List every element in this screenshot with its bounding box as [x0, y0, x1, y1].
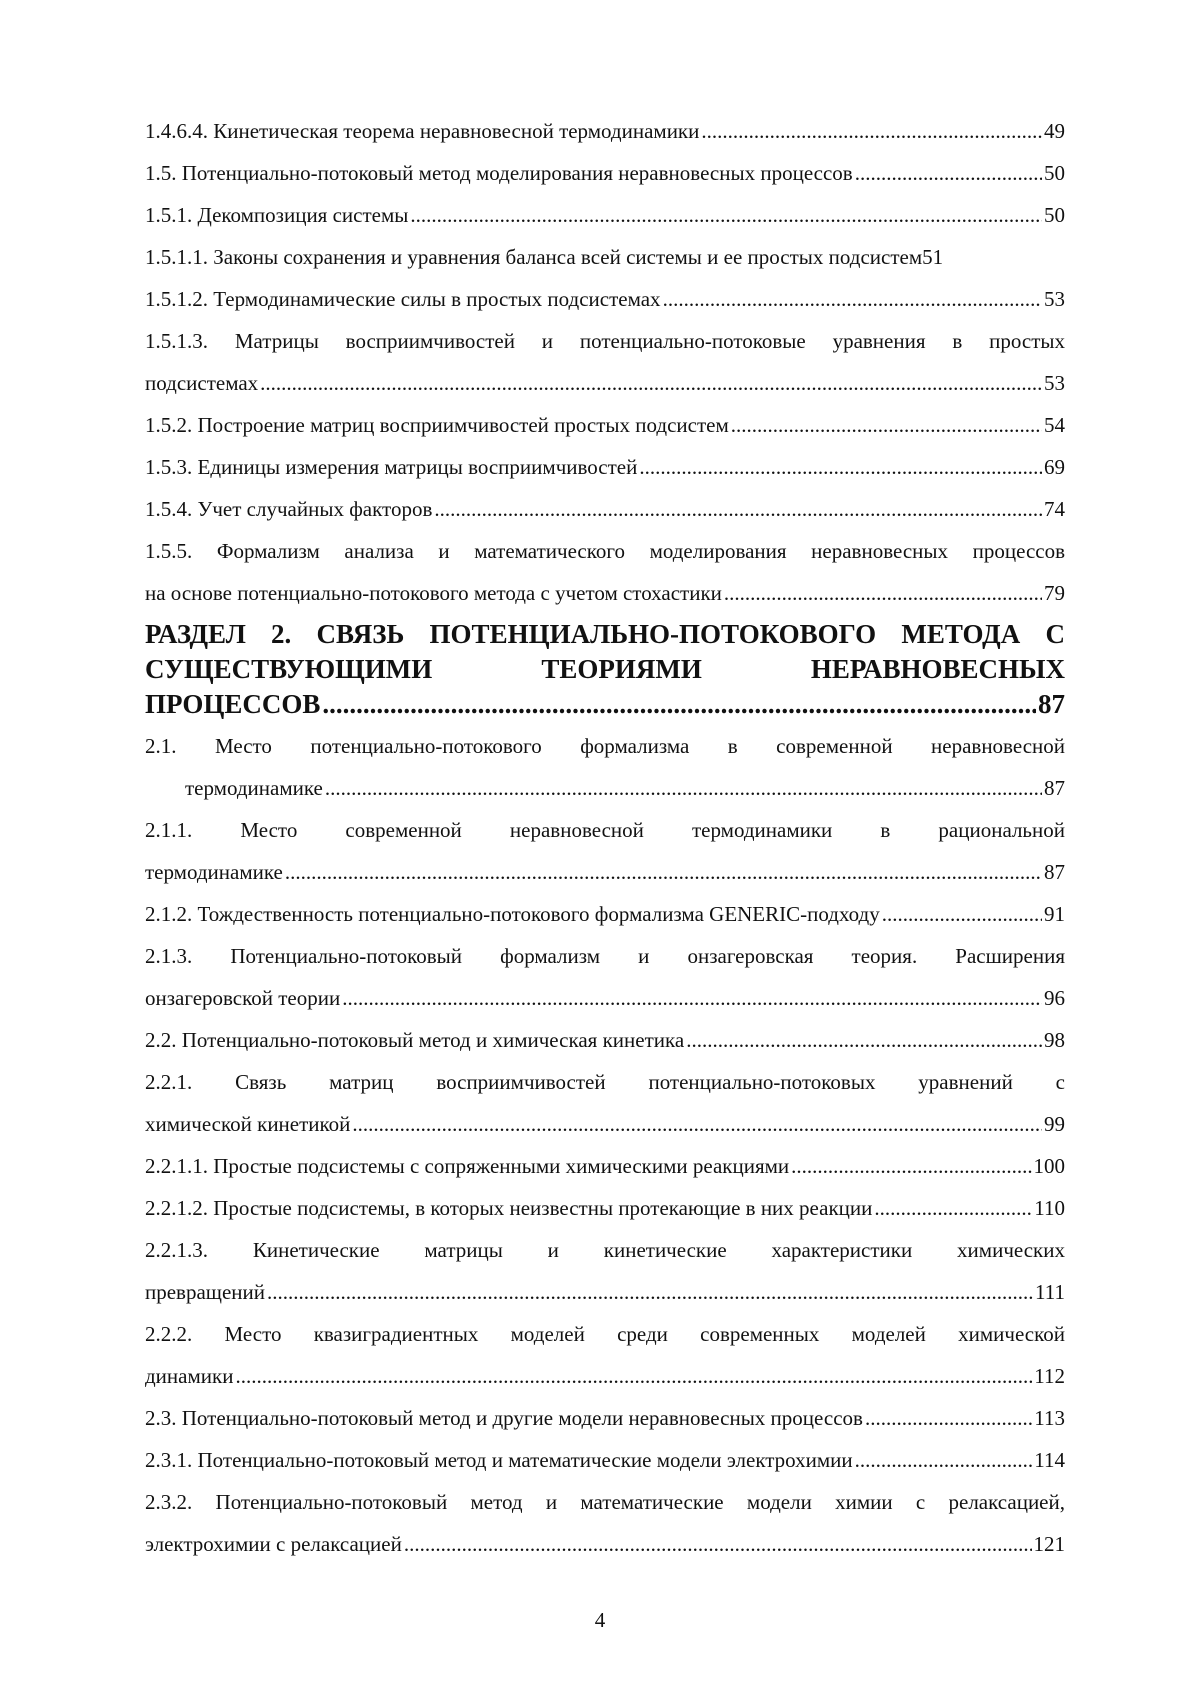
dot-leader	[724, 572, 1042, 614]
toc-page-number: 96	[1044, 986, 1065, 1010]
toc-entry[interactable]	[145, 1439, 1065, 1481]
toc-entry-title-line: 2.1.1. Место современной неравновесной термодинамики в рациональной	[145, 818, 1065, 842]
toc-entry-title-line: 2.1. Место потенциально-потокового формализма в современной неравновесной	[145, 734, 1065, 758]
dot-leader	[663, 278, 1042, 320]
toc-entry-title-line: 2.3.2. Потенциально-потоковый метод и математические модели химии с релаксацией,	[145, 1490, 1065, 1514]
toc-entry-title: химической кинетикой	[145, 1112, 351, 1136]
dot-leader	[882, 893, 1042, 935]
toc-entry[interactable]	[145, 1145, 1065, 1187]
dot-leader	[325, 767, 1042, 809]
toc-entry-title: 2.3.1. Потенциально-потоковый метод и математические модели электрохимии	[145, 1448, 853, 1472]
toc-entry[interactable]	[145, 446, 1065, 488]
toc-entry-title: 1.5.1.1. Законы сохранения и уравнения баланса всей системы и ее простых подсистем	[145, 245, 923, 269]
toc-entry-title: динамики	[145, 1364, 234, 1388]
toc-entry[interactable]	[145, 1481, 1065, 1565]
dot-leader	[855, 152, 1042, 194]
toc-page-number: 111	[1035, 1280, 1065, 1304]
dot-leader	[434, 488, 1042, 530]
toc-entry-title: 1.5.3. Единицы измерения матрицы восприимчивостей	[145, 455, 638, 479]
toc-entry[interactable]	[145, 530, 1065, 614]
toc-entry-title: 2.2.1.2. Простые подсистемы, в которых неизвестны протекающие в них реакции	[145, 1196, 873, 1220]
toc-page-number: 91	[1044, 902, 1065, 926]
toc-page-number: 87	[1044, 776, 1065, 800]
dot-leader	[322, 687, 1036, 722]
toc-entry-title-line: 2.2.1. Связь матриц восприимчивостей потенциально-потоковых уравнений с	[145, 1070, 1065, 1094]
dot-leader	[865, 1397, 1032, 1439]
dot-leader	[235, 1355, 1032, 1397]
dot-leader	[404, 1523, 1032, 1565]
toc-entry[interactable]	[145, 194, 1065, 236]
toc-entry-title: 1.5.4. Учет случайных факторов	[145, 497, 433, 521]
toc-entry[interactable]	[145, 152, 1065, 194]
toc-entry-title: 1.5.1. Декомпозиция системы	[145, 203, 409, 227]
toc-entry-title: ПРОЦЕССОВ	[145, 689, 321, 719]
toc-entry-title: на основе потенциально-потокового метода с учетом стохастики	[145, 581, 722, 605]
dot-leader	[791, 1145, 1031, 1187]
toc-entry-title: термодинамике	[145, 860, 283, 884]
toc-entry-title: электрохимии с релаксацией	[145, 1532, 402, 1556]
toc-entry-title: 1.5.2. Построение матриц восприимчивостей простых подсистем	[145, 413, 729, 437]
toc-page-number: 79	[1044, 581, 1065, 605]
dot-leader	[260, 362, 1042, 404]
toc-entry-title-line: СУЩЕСТВУЮЩИМИ ТЕОРИЯМИ НЕРАВНОВЕСНЫХ	[145, 654, 1065, 684]
toc-page-number: 49	[1044, 119, 1065, 143]
toc-section-heading[interactable]	[145, 617, 1065, 722]
toc-entry[interactable]	[145, 893, 1065, 935]
toc-entry-title: 1.5.1.2. Термодинамические силы в простых подсистемах	[145, 287, 661, 311]
toc-entry-title: онзагеровской теории	[145, 986, 341, 1010]
dot-leader	[285, 851, 1042, 893]
toc-entry[interactable]	[145, 1313, 1065, 1397]
dot-leader	[342, 977, 1042, 1019]
toc-page-number: 53	[1044, 287, 1065, 311]
dot-leader	[267, 1271, 1033, 1313]
dot-leader	[410, 194, 1042, 236]
toc-entry-title: 2.1.2. Тождественность потенциально-потокового формализма GENERIC-подходу	[145, 902, 880, 926]
toc-entry[interactable]	[145, 320, 1065, 404]
page-number: 4	[594, 1608, 606, 1632]
toc-entry[interactable]	[145, 1229, 1065, 1313]
toc-entry-title-line: РАЗДЕЛ 2. СВЯЗЬ ПОТЕНЦИАЛЬНО-ПОТОКОВОГО МЕТОДА С	[145, 619, 1065, 649]
toc-page-number: 100	[1033, 1154, 1065, 1178]
toc-entry-title-line: 1.5.1.3. Матрицы восприимчивостей и потенциально-потоковые уравнения в простых	[145, 329, 1065, 353]
toc-entry-title-line: 2.2.1.3. Кинетические матрицы и кинетические характеристики химических	[145, 1238, 1065, 1262]
toc-entry-title: 2.2.1.1. Простые подсистемы с сопряженными химическими реакциями	[145, 1154, 790, 1178]
dot-leader	[352, 1103, 1042, 1145]
toc-entry-title: 2.2. Потенциально-потоковый метод и химическая кинетика	[145, 1028, 685, 1052]
toc-page-number: 69	[1044, 455, 1065, 479]
toc-page-number: 87	[1044, 860, 1065, 884]
toc-page-number: 87	[1038, 689, 1065, 719]
toc-entry[interactable]	[145, 278, 1065, 320]
toc-entry[interactable]	[145, 1397, 1065, 1439]
dot-leader	[686, 1019, 1042, 1061]
toc-page-number: 114	[1034, 1448, 1065, 1472]
toc-entry-title-line: 2.2.2. Место квазиградиентных моделей среди современных моделей химической	[145, 1322, 1065, 1346]
toc-entry[interactable]	[145, 488, 1065, 530]
toc-page-number: 50	[1044, 161, 1065, 185]
dot-leader	[855, 1439, 1033, 1481]
toc-entry[interactable]	[145, 1187, 1065, 1229]
toc-entry-title: 2.3. Потенциально-потоковый метод и другие модели неравновесных процессов	[145, 1406, 863, 1430]
toc-page-number: 121	[1033, 1532, 1065, 1556]
toc-entry[interactable]	[145, 404, 1065, 446]
toc-entry-title-line: 2.1.3. Потенциально-потоковый формализм и онзагеровская теория. Расширения	[145, 944, 1065, 968]
toc-entry[interactable]	[145, 236, 1065, 278]
toc-page-number: 112	[1034, 1364, 1065, 1388]
toc-entry[interactable]	[145, 1019, 1065, 1061]
toc-entry-title-line: 1.5.5. Формализм анализа и математического моделирования неравновесных процессов	[145, 539, 1065, 563]
dot-leader	[731, 404, 1042, 446]
toc-page-number: 51	[922, 245, 944, 269]
toc-entry[interactable]	[145, 809, 1065, 893]
dot-leader	[639, 446, 1042, 488]
toc-entry-title: превращений	[145, 1280, 266, 1304]
toc-page-number: 54	[1044, 413, 1065, 437]
toc-entry-title: термодинамике	[185, 776, 323, 800]
toc-page-number: 53	[1044, 371, 1065, 395]
toc-page-number: 113	[1034, 1406, 1065, 1430]
table-of-contents	[145, 110, 1065, 1565]
toc-entry-title: 1.4.6.4. Кинетическая теорема неравновесной термодинамики	[145, 119, 700, 143]
toc-page-number: 110	[1034, 1196, 1065, 1220]
toc-page-number: 98	[1044, 1028, 1065, 1052]
toc-entry[interactable]	[145, 1061, 1065, 1145]
toc-entry[interactable]	[145, 935, 1065, 1019]
toc-page-number: 99	[1044, 1112, 1065, 1136]
dot-leader	[701, 110, 1042, 152]
toc-entry[interactable]	[145, 110, 1065, 152]
toc-entry[interactable]	[145, 725, 1065, 809]
toc-entry-title: подсистемах	[145, 371, 259, 395]
toc-page-number: 50	[1044, 203, 1065, 227]
toc-page-number: 74	[1044, 497, 1065, 521]
toc-entry-title: 1.5. Потенциально-потоковый метод моделирования неравновесных процессов	[145, 161, 853, 185]
dot-leader	[874, 1187, 1032, 1229]
